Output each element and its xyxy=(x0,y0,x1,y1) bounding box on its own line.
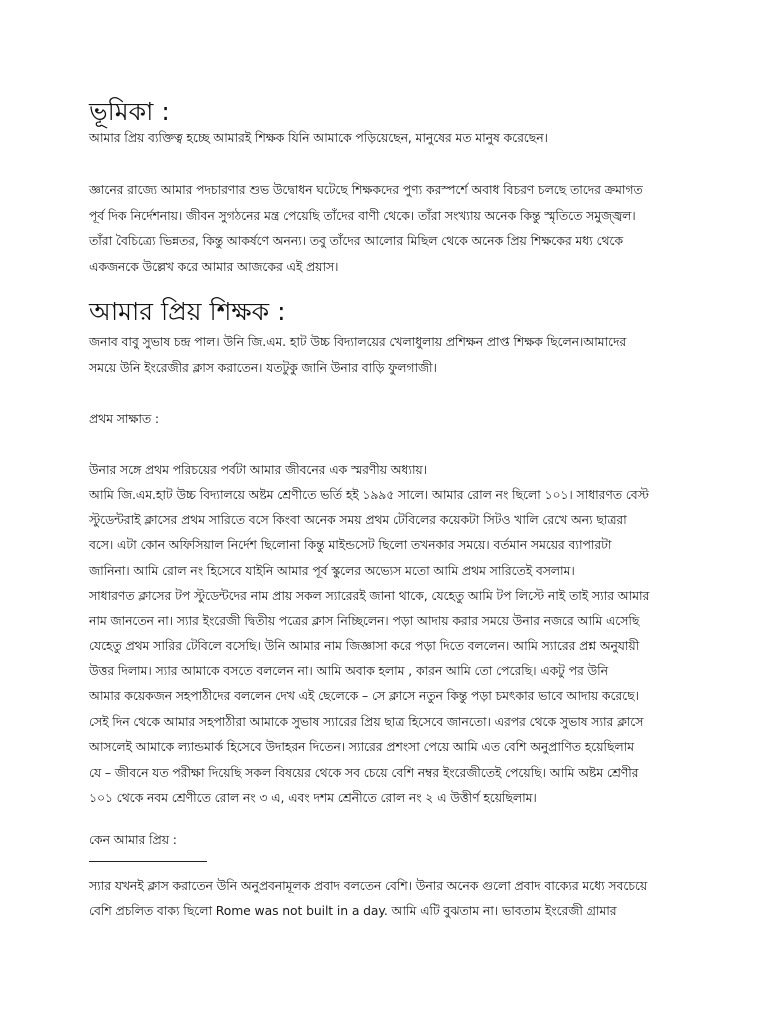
section-heading-favorite-teacher: আমার প্রিয় শিক্ষক : xyxy=(89,297,286,326)
story-line: সেই দিন থেকে আমার সহপাঠীরা আমাকে সুভাষ স্যারের প্রিয় ছাত্র হিসেবে জানতো। এরপর থেকে সুভাষ স্যার ক্লাসে xyxy=(89,714,644,729)
paragraph-line: তাঁরা বৈচিত্র্যে ভিন্নতর, কিন্তু আকর্ষণে অনন্য। তবু তাঁদের আলোর মিছিল থেকে অনেক প্রিয় শিক্ষকের মধ্য থেকে xyxy=(89,233,623,248)
story-line: স্টুডেন্টরাই ক্লাসের প্রথম সারিতে বসে কিংবা অনেক সময় প্রথম টেবিলের কয়েকটা সিটও খালি রেখে অন্য ছাত্ররা xyxy=(89,512,627,527)
why-line: বেশি প্রচলিত বাক্য ছিলো Rome was not built in a day. আমি এটি বুঝতাম না। ভাবতাম ইংরেজী গ্রামার xyxy=(89,903,617,918)
why-line: স্যার যখনই ক্লাস করাতেন উনি অনুপ্রবনামূলক প্রবাদ বলতেন বেশি। উনার অনেক গুলো প্রবাদ বাক্যের মধ্যে সবচেয়ে xyxy=(89,878,648,893)
paragraph-line: জনাব বাবু সুভাষ চন্দ্র পাল। উনি জি.এম. হাট উচ্চ বিদ্যালয়ের খেলাধুলায় প্রশিক্ষন প্রাপ্ত শিক্ষক ছিলেন।আমাদের xyxy=(89,334,627,349)
underline-divider xyxy=(89,861,207,862)
story-line: যে – জীবনে যত পরীক্ষা দিয়েছি সকল বিষয়ের থেকে সব চেয়ে বেশি নম্বর ইংরেজীতেই পেয়েছি। আমি অষ্টম শ্রেণীর xyxy=(89,765,639,780)
paragraph-line: একজনকে উল্লেখ করে আমার আজকের এই প্রয়াস। xyxy=(89,259,339,274)
why-favorite-label: কেন আমার প্রিয় : xyxy=(89,832,177,847)
story-line: ১০১ থেকে নবম শ্রেণীতে রোল নং ৩ এ, এবং দশম শ্রেনীতে রোল নং ২ এ উত্তীর্ণ হয়েছিলাম। xyxy=(89,790,537,805)
story-line: যেহেতু প্রথম সারির টেবিলে বসেছি। উনি আমার নাম জিজ্ঞাসা করে পড়া দিতে বললেন। আমি স্যারের প্রশ্ন অনুযায়ী xyxy=(89,638,640,653)
story-line: সাধারণত ক্লাসের টপ স্টুডেন্টদের নাম প্রায় সকল স্যারেরই জানা থাকে, যেহেতু আমি টপ লিস্টে নাই তাই স্যার আমার xyxy=(89,588,650,603)
intro-line: আমার প্রিয় ব্যক্তিত্ব হচ্ছে আমারই শিক্ষক যিনি আমাকে পড়িয়েছেন, মানুষের মত মানুষ করেছেন। xyxy=(89,130,548,145)
story-line: উনার সঙ্গে প্রথম পরিচয়ের পর্বটা আমার জীবনের এক স্মরণীয় অধ্যায়। xyxy=(89,462,427,477)
paragraph-line: জ্ঞানের রাজ্যে আমার পদচারণার শুভ উদ্বোধন ঘটেছে শিক্ষকদের পুণ্য করস্পর্শে অবাধ বিচরণ চলছে তাদের ক্রমাগত xyxy=(89,182,643,197)
story-line: নাম জানতেন না। স্যার ইংরেজী দ্বিতীয় পত্রের ক্লাস নিচ্ছিলেন। পড়া আদায় করার সময়ে উনার নজরে আমি এসেছি xyxy=(89,613,640,628)
paragraph-line: সময়ে উনি ইংরেজীর ক্লাস করাতেন। যতটুকু জানি উনার বাড়ি ফুলগাজী। xyxy=(89,360,437,375)
story-line: জানিনা। আমি রোল নং হিসেবে যাইনি আমার পূর্ব স্কুলের অভ্যেস মতো আমি প্রথম সারিতেই বসলাম। xyxy=(89,563,575,578)
paragraph-line: পূর্ব দিক নির্দেশনায়। জীবন সুগঠনের মন্ত্র পেয়েছি তাঁদের বাণী থেকে। তাঁরা সংখ্যায় অনেক কিন্তু স্মৃতিতে সমুজ্জ্বল। xyxy=(89,208,636,223)
story-line: উত্তর দিলাম। স্যার আমাকে বসতে বললেন না। আমি অবাক হলাম , কারন আমি তো পেরেছি। একটু পর উনি xyxy=(89,663,608,678)
story-line: আমি জি.এম.হাট উচ্চ বিদ্যালয়ে অষ্টম শ্রেণীতে ভর্তি হই ১৯৯৫ সালে। আমার রোল নং ছিলো ১০১। সাধারণত বেস্ট xyxy=(89,487,649,502)
story-line: বসে। এটা কোন অফিসিয়াল নির্দেশ ছিলোনা কিন্তু মাইন্ডসেট ছিলো তখনকার সময়ে। বর্তমান সময়ের ব্যাপারটা xyxy=(89,537,612,552)
story-line: আমার কয়েকজন সহপাঠীদের বললেন দেখ এই ছেলেকে – সে ক্লাসে নতুন কিন্তু পড়া চমৎকার ভাবে আদায় করেছে। xyxy=(89,688,639,703)
story-line: আসলেই আমাকে ল্যান্ডমার্ক হিসেবে উদাহরন দিতেন। স্যারের প্রশংসা পেয়ে আমি এত বেশি অনুপ্রাণিত হয়েছিলাম xyxy=(89,739,634,754)
first-meeting-label: প্রথম সাক্ষাত : xyxy=(89,411,160,426)
section-heading-introduction: ভূমিকা : xyxy=(89,97,170,126)
